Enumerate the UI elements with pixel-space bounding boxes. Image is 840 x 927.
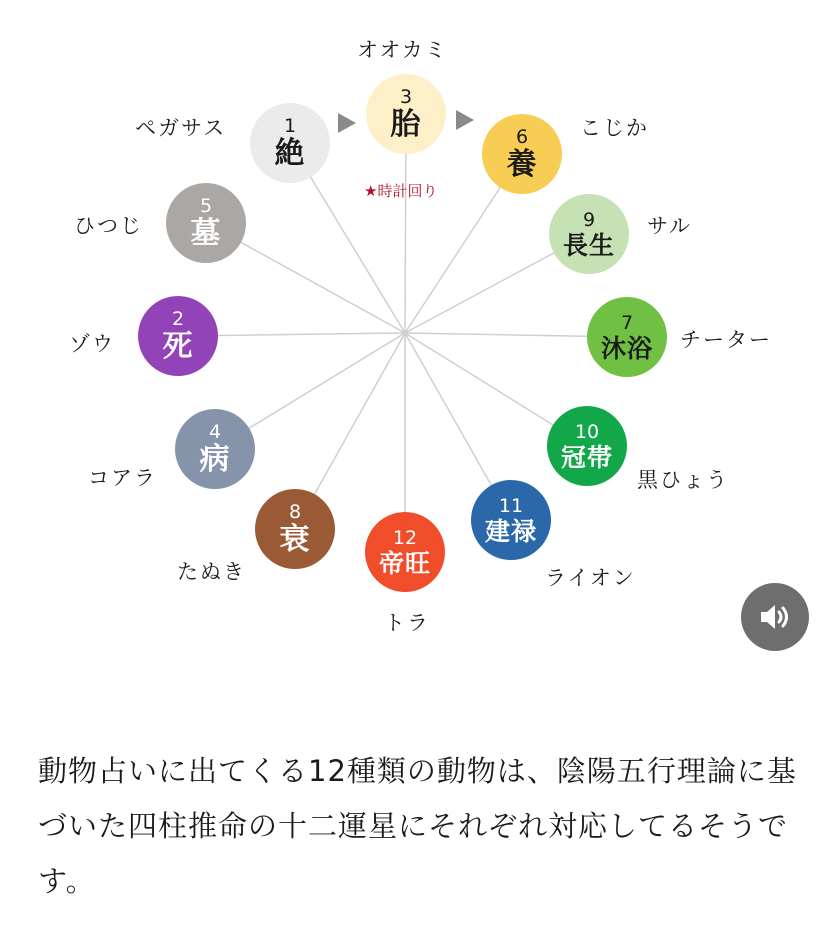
star-kanji: 養 <box>506 147 538 182</box>
star-number: 6 <box>515 126 529 148</box>
animal-label: 黒ひょう <box>637 468 729 492</box>
star-number: 7 <box>620 311 634 334</box>
animal-label: たぬき <box>177 560 246 584</box>
star-number: 11 <box>498 494 524 517</box>
star-number: 9 <box>582 208 596 231</box>
star-number: 12 <box>392 526 418 549</box>
clockwise-arrow-icon <box>456 110 474 130</box>
star-circle <box>175 409 255 489</box>
clockwise-note: ★時計回り <box>364 182 438 200</box>
animal-label: ペガサス <box>135 116 227 140</box>
star-number: 5 <box>199 195 213 217</box>
star-circle <box>166 183 246 263</box>
star-circle <box>547 406 627 486</box>
star-kanji: 衰 <box>279 522 311 557</box>
star-circle <box>482 114 562 194</box>
star-kanji: 絶 <box>274 136 306 171</box>
animal-label: ひつじ <box>74 214 143 238</box>
animal-label: サル <box>647 214 692 238</box>
body-paragraph: 動物占いに出てくる12種類の動物は、陰陽五行理論に基づいた四柱推命の十二運星にそれぞれ対応してるそうです。 <box>38 754 797 898</box>
star-kanji: 胎 <box>390 107 422 142</box>
star-circle <box>255 489 335 569</box>
star-kanji: 死 <box>162 329 194 364</box>
star-number: 2 <box>171 308 185 330</box>
star-kanji: 沐浴 <box>600 333 653 363</box>
star-kanji: 建禄 <box>484 516 537 546</box>
animal-label: チーター <box>680 328 772 352</box>
star-circle <box>471 480 551 560</box>
star-number: 10 <box>574 420 600 443</box>
star-circle <box>365 512 445 592</box>
clockwise-arrow-icon <box>338 113 356 133</box>
animal-label: トラ <box>384 611 430 635</box>
animal-label: ライオン <box>545 566 636 590</box>
star-number: 8 <box>288 501 302 523</box>
star-number: 1 <box>283 115 297 137</box>
animal-label: こじか <box>580 116 649 140</box>
star-kanji: 長生 <box>562 230 615 260</box>
animal-label: オオカミ <box>357 38 448 62</box>
star-circle <box>587 297 667 377</box>
star-kanji: 冠帯 <box>560 442 613 472</box>
star-number: 4 <box>208 421 222 443</box>
animal-label: コアラ <box>88 466 157 490</box>
star-circle <box>138 296 218 376</box>
star-kanji: 帝旺 <box>378 548 431 578</box>
speaker-icon[interactable] <box>741 583 809 651</box>
star-circle <box>366 74 446 154</box>
star-circle <box>250 103 330 183</box>
star-kanji: 病 <box>199 442 231 477</box>
animal-label: ゾウ <box>69 332 115 356</box>
star-number: 3 <box>399 86 413 108</box>
speaker-glyph <box>758 602 792 632</box>
star-kanji: 墓 <box>190 216 222 251</box>
star-circle <box>549 194 629 274</box>
